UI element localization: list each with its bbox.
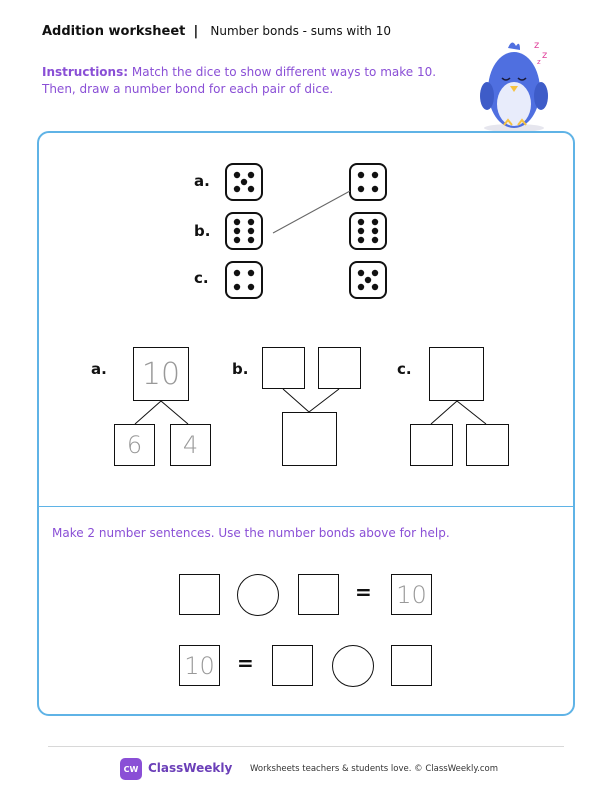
- bond-label-b: b.: [232, 360, 249, 378]
- footer-divider: [48, 746, 564, 747]
- sentence-2-operator[interactable]: [332, 645, 374, 687]
- bond-b-part-2[interactable]: [318, 347, 361, 389]
- die-right-a[interactable]: [349, 163, 387, 201]
- die-pip: [234, 219, 240, 225]
- instructions: [42, 64, 462, 98]
- brand-name: ClassWeekly: [148, 761, 233, 775]
- sentences-instruction: Make 2 number sentences. Use the number bonds above for help.: [52, 526, 450, 540]
- bond-label-a: a.: [91, 360, 107, 378]
- bond-c-part-2[interactable]: [466, 424, 509, 466]
- bond-a-whole[interactable]: 10: [133, 347, 189, 401]
- bond-b-part-1[interactable]: [262, 347, 305, 389]
- die-pip: [241, 179, 247, 185]
- worksheet-subtitle: Number bonds - sums with 10: [210, 24, 391, 38]
- die-pip: [248, 172, 254, 178]
- die-pip: [358, 228, 364, 234]
- sentence-1-addend-1[interactable]: [179, 574, 220, 615]
- worksheet-title: Addition worksheet: [42, 24, 186, 39]
- die-pip: [358, 219, 364, 225]
- die-pip: [358, 172, 364, 178]
- die-pip: [248, 284, 254, 290]
- bond-c-part-1[interactable]: [410, 424, 453, 466]
- sentence-1-operator[interactable]: [237, 574, 279, 616]
- die-pip: [248, 186, 254, 192]
- sentence-2-start[interactable]: 10: [179, 645, 220, 686]
- die-pip: [372, 186, 378, 192]
- bond-b-whole[interactable]: [282, 412, 337, 466]
- svg-text:z: z: [534, 40, 540, 51]
- die-pip: [234, 172, 240, 178]
- die-pip: [365, 277, 371, 283]
- die-pip: [248, 219, 254, 225]
- die-pip: [358, 270, 364, 276]
- sentence-2-equals: =: [237, 651, 254, 675]
- die-pip: [372, 172, 378, 178]
- classweekly-logo-icon: CW: [120, 758, 142, 780]
- die-left-c[interactable]: [225, 261, 263, 299]
- svg-text:z: z: [542, 50, 548, 61]
- dice-row-label-c: c.: [194, 269, 209, 287]
- die-left-b[interactable]: [225, 212, 263, 250]
- svg-text:z: z: [537, 58, 541, 66]
- sentence-2-addend-2[interactable]: [391, 645, 432, 686]
- die-pip: [372, 237, 378, 243]
- die-pip: [248, 270, 254, 276]
- die-pip: [358, 237, 364, 243]
- instructions-text: Match the dice to show different ways to make 10. Then, draw a number bond for each pair of dice.: [42, 65, 437, 96]
- die-pip: [372, 219, 378, 225]
- die-pip: [248, 237, 254, 243]
- bond-a-part-1[interactable]: 6: [114, 424, 155, 466]
- header-separator: |: [193, 24, 199, 39]
- die-pip: [358, 186, 364, 192]
- sentence-1-result[interactable]: 10: [391, 574, 432, 615]
- sleeping-bird-icon: [478, 36, 558, 136]
- die-pip: [234, 228, 240, 234]
- dice-row-label-b: b.: [194, 222, 211, 240]
- worksheet-header: [42, 24, 391, 39]
- bond-a-part-2[interactable]: 4: [170, 424, 211, 466]
- sentence-2-addend-1[interactable]: [272, 645, 313, 686]
- die-pip: [358, 284, 364, 290]
- die-pip: [234, 270, 240, 276]
- sentence-1-equals: =: [355, 580, 372, 604]
- die-pip: [372, 228, 378, 234]
- sentence-1-addend-2[interactable]: [298, 574, 339, 615]
- bond-label-c: c.: [397, 360, 412, 378]
- bond-c-whole[interactable]: [429, 347, 484, 401]
- footer-tagline: Worksheets teachers & students love. © ClassWeekly.com: [250, 764, 499, 774]
- die-pip: [234, 237, 240, 243]
- dice-row-label-a: a.: [194, 172, 210, 190]
- die-pip: [248, 228, 254, 234]
- section-divider: [39, 506, 573, 507]
- die-right-b[interactable]: [349, 212, 387, 250]
- die-pip: [372, 284, 378, 290]
- die-right-c[interactable]: [349, 261, 387, 299]
- instructions-lead: Instructions:: [42, 65, 129, 79]
- die-left-a[interactable]: [225, 163, 263, 201]
- die-pip: [234, 186, 240, 192]
- die-pip: [372, 270, 378, 276]
- die-pip: [234, 284, 240, 290]
